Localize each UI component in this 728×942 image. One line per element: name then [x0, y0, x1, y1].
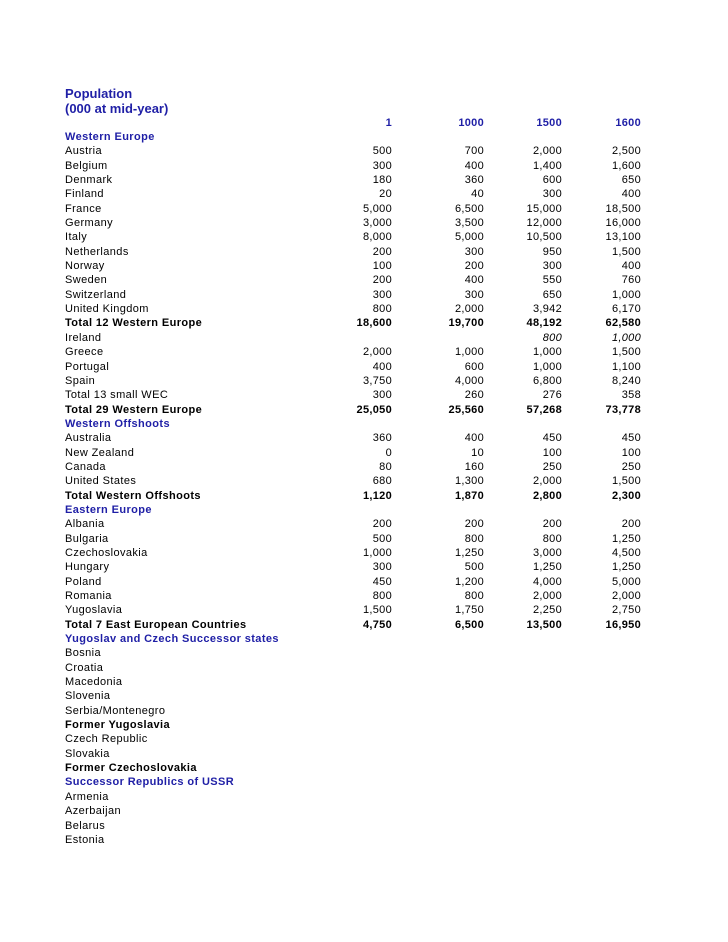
year-header: 1000 — [458, 117, 484, 129]
value-cell: 800 — [464, 532, 484, 545]
row-label: Estonia — [65, 833, 105, 846]
value-cell: 2,300 — [611, 489, 641, 502]
value-cell: 700 — [464, 145, 484, 158]
row-label: Albania — [65, 518, 105, 531]
row-label: Denmark — [65, 174, 113, 187]
row-label: Serbia/Montenegro — [65, 704, 166, 717]
value-cell: 5,000 — [454, 231, 484, 244]
value-cell: 2,000 — [532, 590, 562, 602]
value-cell: 450 — [621, 432, 641, 445]
value-cell: 200 — [464, 518, 484, 531]
value-cell: 0 — [385, 446, 392, 459]
value-cell: 600 — [464, 360, 484, 373]
value-cell: 1,000 — [454, 346, 484, 359]
value-cell: 25,560 — [448, 403, 484, 416]
table-row — [0, 273, 728, 287]
value-cell: 4,000 — [532, 575, 562, 588]
row-label: Switzerland — [65, 288, 127, 301]
value-cell: 1,120 — [362, 489, 392, 502]
value-cell: 15,000 — [526, 202, 562, 215]
value-cell: 400 — [464, 159, 484, 172]
total-row — [0, 403, 728, 417]
row-label: Total Western Offshoots — [65, 489, 201, 502]
value-cell: 16,000 — [605, 217, 641, 230]
row-label: Austria — [65, 145, 103, 158]
value-cell: 73,778 — [605, 403, 641, 416]
table-subtitle: (000 at mid-year) — [65, 101, 169, 116]
table-row — [0, 560, 728, 574]
value-cell: 500 — [372, 532, 392, 545]
row-label: Greece — [65, 346, 104, 359]
section-header-row — [0, 632, 728, 646]
table-row — [0, 230, 728, 244]
value-cell: 800 — [372, 303, 392, 316]
row-label: Western Offshoots — [65, 417, 170, 430]
value-cell: 650 — [542, 288, 562, 301]
value-cell: 1,300 — [454, 475, 484, 488]
table-row — [0, 187, 728, 201]
row-label: Netherlands — [65, 245, 129, 258]
row-label: Western Europe — [65, 131, 155, 143]
table-row — [0, 532, 728, 546]
row-label: Bosnia — [65, 647, 102, 660]
value-cell: 80 — [379, 460, 392, 473]
value-cell: 6,500 — [454, 202, 484, 215]
table-row — [0, 474, 728, 488]
value-cell: 276 — [542, 389, 562, 402]
row-label: Successor Republics of USSR — [65, 776, 235, 789]
table-row — [0, 460, 728, 474]
value-cell: 450 — [372, 575, 392, 588]
value-cell: 200 — [464, 260, 484, 273]
value-cell: 13,500 — [526, 618, 562, 631]
table-row — [0, 661, 728, 675]
value-cell: 950 — [542, 245, 562, 258]
table-row — [0, 159, 728, 173]
value-cell: 300 — [372, 389, 392, 402]
value-cell: 1,250 — [454, 546, 484, 559]
value-cell: 400 — [372, 360, 392, 373]
row-label: Total 29 Western Europe — [65, 403, 203, 416]
value-cell: 16,950 — [605, 618, 641, 631]
table-row — [0, 144, 728, 158]
table-row — [0, 202, 728, 216]
row-label: Ireland — [65, 331, 102, 344]
table-row — [0, 689, 728, 703]
value-cell: 2,250 — [532, 604, 562, 617]
section-header-row — [0, 775, 728, 789]
value-cell: 160 — [464, 460, 484, 473]
value-cell: 1,000 — [362, 546, 392, 559]
value-cell: 1,750 — [454, 604, 484, 617]
table-row — [0, 345, 728, 359]
value-cell: 300 — [372, 159, 392, 172]
value-cell: 300 — [542, 260, 562, 273]
value-cell: 200 — [372, 274, 392, 287]
value-cell: 250 — [621, 460, 641, 473]
year-header-row — [0, 116, 728, 130]
row-label: France — [65, 202, 102, 215]
row-label: United Kingdom — [65, 303, 149, 316]
value-cell: 680 — [372, 475, 392, 488]
value-cell: 3,000 — [532, 546, 562, 559]
value-cell: 650 — [621, 174, 641, 187]
table-row — [0, 704, 728, 718]
value-cell: 1,000 — [532, 360, 562, 373]
row-label: Total 12 Western Europe — [65, 317, 203, 330]
value-cell: 2,000 — [454, 303, 484, 316]
table-row — [0, 575, 728, 589]
row-label: Croatia — [65, 661, 104, 674]
table-row — [0, 646, 728, 660]
total-row — [0, 489, 728, 503]
value-cell: 400 — [621, 188, 641, 201]
value-cell: 10 — [471, 446, 484, 459]
value-cell: 5,000 — [362, 202, 392, 215]
value-cell: 8,240 — [611, 374, 641, 387]
value-cell: 358 — [621, 389, 641, 402]
table-row — [0, 431, 728, 445]
row-label: Belgium — [65, 159, 108, 172]
row-label: Armenia — [65, 790, 109, 803]
value-cell: 300 — [542, 188, 562, 201]
value-cell: 800 — [542, 331, 562, 344]
table-row — [0, 819, 728, 833]
value-cell: 2,800 — [532, 489, 562, 502]
row-label: Yugoslavia — [65, 604, 123, 617]
value-cell: 300 — [464, 245, 484, 258]
table-row — [0, 374, 728, 388]
table-row — [0, 603, 728, 617]
table-body — [0, 130, 728, 847]
value-cell: 100 — [542, 446, 562, 459]
value-cell: 300 — [372, 561, 392, 574]
value-cell: 3,942 — [532, 303, 562, 316]
row-label: Italy — [65, 231, 88, 244]
value-cell: 500 — [464, 561, 484, 574]
value-cell: 1,500 — [611, 475, 641, 488]
value-cell: 2,000 — [362, 346, 392, 359]
value-cell: 1,250 — [611, 532, 641, 545]
value-cell: 3,750 — [362, 374, 392, 387]
table-row — [0, 173, 728, 187]
value-cell: 13,100 — [605, 231, 641, 244]
value-cell: 1,500 — [611, 346, 641, 359]
value-cell: 6,170 — [611, 303, 641, 316]
value-cell: 600 — [542, 174, 562, 187]
value-cell: 1,200 — [454, 575, 484, 588]
table-row — [0, 360, 728, 374]
table-row — [0, 546, 728, 560]
value-cell: 360 — [464, 174, 484, 187]
value-cell: 300 — [372, 288, 392, 301]
table-row — [0, 804, 728, 818]
section-header-row — [0, 503, 728, 517]
value-cell: 450 — [542, 432, 562, 445]
value-cell: 400 — [464, 432, 484, 445]
row-label: Azerbaijan — [65, 805, 121, 818]
value-cell: 57,268 — [526, 403, 562, 416]
value-cell: 1,870 — [454, 489, 484, 502]
value-cell: 1,400 — [532, 159, 562, 172]
value-cell: 2,000 — [532, 475, 562, 488]
value-cell: 3,000 — [362, 217, 392, 230]
table-row — [0, 446, 728, 460]
value-cell: 2,000 — [532, 145, 562, 158]
value-cell: 6,500 — [454, 618, 484, 631]
table-row — [0, 589, 728, 603]
value-cell: 1,250 — [611, 561, 641, 574]
row-label: New Zealand — [65, 446, 135, 459]
value-cell: 18,600 — [356, 317, 392, 330]
value-cell: 40 — [471, 188, 484, 201]
row-label: Hungary — [65, 561, 110, 574]
row-label: Former Czechoslovakia — [65, 762, 197, 775]
value-cell: 1,000 — [611, 331, 641, 344]
value-cell: 1,250 — [532, 561, 562, 574]
value-cell: 200 — [542, 518, 562, 531]
row-label: Portugal — [65, 360, 110, 373]
value-cell: 2,500 — [611, 145, 641, 158]
row-label: Macedonia — [65, 676, 123, 689]
value-cell: 12,000 — [526, 217, 562, 230]
row-label: Eastern Europe — [65, 503, 152, 516]
value-cell: 20 — [379, 188, 392, 201]
value-cell: 48,192 — [526, 317, 562, 330]
value-cell: 1,500 — [611, 245, 641, 258]
row-label: Bulgaria — [65, 532, 109, 545]
row-label: Finland — [65, 188, 104, 201]
row-label: Romania — [65, 590, 112, 602]
value-cell: 25,050 — [356, 403, 392, 416]
year-header: 1 — [385, 117, 392, 129]
row-label: Germany — [65, 217, 114, 230]
value-cell: 8,000 — [362, 231, 392, 244]
value-cell: 300 — [464, 288, 484, 301]
table-row — [0, 517, 728, 531]
value-cell: 4,000 — [454, 374, 484, 387]
value-cell: 200 — [621, 518, 641, 531]
value-cell: 800 — [542, 532, 562, 545]
value-cell: 62,580 — [605, 317, 641, 330]
table-row — [0, 216, 728, 230]
table-row — [0, 732, 728, 746]
value-cell: 400 — [621, 260, 641, 273]
total-row — [0, 618, 728, 632]
total-row — [0, 316, 728, 330]
row-label: Czech Republic — [65, 733, 148, 746]
row-label: Yugoslav and Czech Successor states — [65, 633, 279, 646]
table-title: Population — [65, 86, 133, 101]
row-label: Poland — [65, 575, 102, 588]
row-label: Australia — [65, 432, 112, 445]
value-cell: 4,500 — [611, 546, 641, 559]
value-cell: 18,500 — [605, 202, 641, 215]
value-cell: 200 — [372, 518, 392, 531]
section-header-row — [0, 130, 728, 144]
value-cell: 3,500 — [454, 217, 484, 230]
value-cell: 1,500 — [362, 604, 392, 617]
value-cell: 400 — [464, 274, 484, 287]
value-cell: 500 — [372, 145, 392, 158]
row-label: Canada — [65, 460, 106, 473]
value-cell: 1,100 — [611, 360, 641, 373]
table-row — [0, 259, 728, 273]
row-label: Belarus — [65, 819, 106, 832]
row-label: Total 7 East European Countries — [65, 618, 247, 631]
row-label: United States — [65, 475, 137, 488]
value-cell: 1,600 — [611, 159, 641, 172]
value-cell: 1,000 — [611, 288, 641, 301]
value-cell: 250 — [542, 460, 562, 473]
table-row — [0, 388, 728, 402]
year-header: 1600 — [615, 117, 641, 129]
value-cell: 6,800 — [532, 374, 562, 387]
value-cell: 4,750 — [362, 618, 392, 631]
table-row — [0, 675, 728, 689]
value-cell: 800 — [372, 590, 392, 602]
row-label: Slovenia — [65, 690, 111, 703]
table-row — [0, 288, 728, 302]
table-row — [0, 718, 728, 732]
value-cell: 10,500 — [526, 231, 562, 244]
row-label: Norway — [65, 260, 105, 273]
row-label: Slovakia — [65, 747, 110, 760]
value-cell: 200 — [372, 245, 392, 258]
value-cell: 800 — [464, 590, 484, 602]
table-row — [0, 302, 728, 316]
table-row — [0, 331, 728, 345]
table-row — [0, 790, 728, 804]
table-row — [0, 747, 728, 761]
row-label: Sweden — [65, 274, 108, 287]
table-row — [0, 245, 728, 259]
value-cell: 360 — [372, 432, 392, 445]
value-cell: 100 — [372, 260, 392, 273]
value-cell: 260 — [464, 389, 484, 402]
section-header-row — [0, 417, 728, 431]
row-label: Former Yugoslavia — [65, 719, 171, 732]
value-cell: 2,750 — [611, 604, 641, 617]
table-row — [0, 833, 728, 847]
row-label: Total 13 small WEC — [65, 389, 169, 402]
value-cell: 19,700 — [448, 317, 484, 330]
row-label: Spain — [65, 374, 96, 387]
table-row — [0, 761, 728, 775]
value-cell: 550 — [542, 274, 562, 287]
value-cell: 760 — [621, 274, 641, 287]
value-cell: 180 — [372, 174, 392, 187]
value-cell: 2,000 — [611, 590, 641, 602]
year-header: 1500 — [536, 117, 562, 129]
value-cell: 1,000 — [532, 346, 562, 359]
value-cell: 5,000 — [611, 575, 641, 588]
row-label: Czechoslovakia — [65, 546, 148, 559]
value-cell: 100 — [621, 446, 641, 459]
